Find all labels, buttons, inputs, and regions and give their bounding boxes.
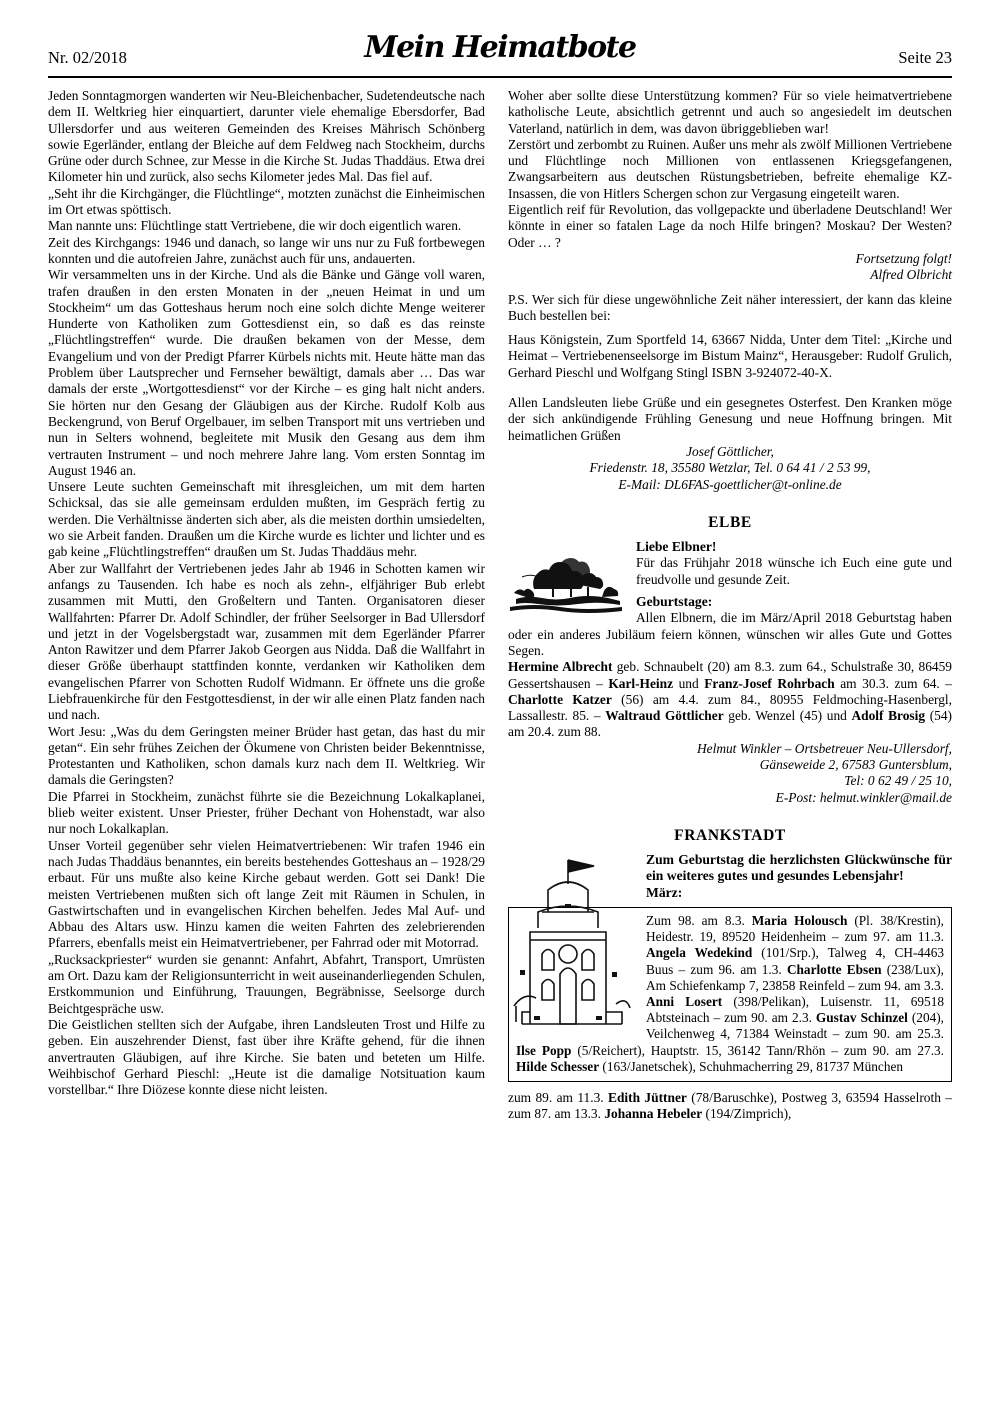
frankstadt-heading: Zum Geburtstag die herzlichsten Glückwünsche für ein weiteres gutes und gesundes Lebensjahr! (646, 852, 952, 884)
elbe-signature-address: Gänseweide 2, 67583 Guntersblum, (759, 756, 952, 772)
header-divider (48, 76, 952, 78)
frankstadt-month: März: (646, 884, 683, 900)
frankstadt-section (508, 852, 952, 1123)
greeting-signature-email: E-Mail: DL6FAS-goettlicher@t-online.de (618, 476, 842, 492)
paragraph: Aber zur Wallfahrt der Vertriebenen jedes Jahr ab 1946 in Schotten kamen wir anfangs zu Tausenden. Ich habe es noch als zehn-, elfjähriger Bub erlebt zusammen mit Mutti, den Großeltern und Tanten. Organisatoren dieser Wallfahrten: Pfarrer Dr. Adolf Schindler, der früher Seelsorger in Bad Ullersdorf und jetzt in der Vogelsbergstadt war, zusammen mit dem Egerländer Pfarrer Anton Rawitzer und dem Pfarrer Jakob Georgen aus Nidda. Daß die Wallfahrt in dieser Größe überhaupt stattfinden konnte, verdanken wir Katholiken dem evangelischen Pfarrer von Schotten Rudolf Widmann. Er öffnete uns die große Liebfrauenkirche für den Festgottesdienst, in der wir alle einen Platz fanden nach und nach. (48, 560, 485, 723)
elbe-birthday-intro: Allen Elbnern, die im März/April 2018 Geburtstag haben oder ein anderes Jubiläum feiern können, wünschen wir alles Gute und Gottes Segen. (508, 610, 952, 658)
church-illustration-icon (508, 854, 636, 1032)
paragraph: Man nannte uns: Flüchtlinge statt Vertriebene, die wir doch eigentlich waren. (48, 218, 462, 234)
article-signature-line1: Fortsetzung folgt! (855, 250, 952, 266)
page-number: Seite 23 (898, 48, 952, 67)
paragraph: „Rucksackpriester“ wurden sie genannt: Anfahrt, Abfahrt, Transport, Umrüsten am Ort. Dazu kam der Religionsunterricht in weit auseinanderliegenden Schulen, Erstkommunion und Einführung, Trauungen, Begräbnisse, Seelsorge durch Beichtgespräche usw. (48, 951, 485, 1016)
ps-book-details: Haus Königstein, Zum Sportfeld 14, 63667 Nidda, Unter dem Titel: „Kirche und Heimat – Vertriebenenseelsorge im Bistum Mainz“, Herausgeber: Rudolf Grulich, Gerhard Pieschl und Wolfgang Stingl ISBN 3-924072-40-X. (508, 332, 952, 380)
elbe-birthday-entries: Hermine Albrecht geb. Schnaubelt (20) am 8.3. zum 64., Schulstraße 30, 86459 Gessertshausen – Karl-Heinz und Franz-Josef Rohrbach am 30.3. zum 64. – Charlotte Katzer (56) am 4.4. zum 84., 80955 Feldmoching-Hasenbergl, Lassallestr. 85. – Waltraud Göttlicher geb. Wenzel (45) und Adolf Brosig (54) am 20.4. zum 88. (508, 659, 953, 740)
elbe-signature-name: Helmut Winkler – Ortsbetreuer Neu-Ullersdorf, (696, 740, 952, 756)
article-signature-line2: Alfred Olbricht (870, 267, 952, 283)
elbe-signature-email: E-Post: helmut.winkler@mail.de (775, 789, 952, 805)
greeting-paragraph: Allen Landsleuten liebe Grüße und ein gesegnetes Osterfest. Den Kranken möge der sich ankündigende Frühling Genesung und neue Hoffnung bringen. Mit heimatlichen Grüßen (508, 395, 952, 443)
frankstadt-birthday-continued: zum 89. am 11.3. Edith Jüttner (78/Baruschke), Postweg 3, 63594 Hasselroth – zum 87. am 13.3. Johanna Hebeler (194/Zimprich), (508, 1090, 952, 1122)
elbe-birthday-heading: Geburtstage: (636, 594, 713, 610)
elbe-signature-phone: Tel: 0 62 49 / 25 10, (844, 773, 952, 789)
ps-intro: P.S. Wer sich für diese ungewöhnliche Zeit näher interessiert, der kann das kleine Buch bestellen bei: (508, 291, 952, 323)
paragraph: Unsere Leute suchten Gemeinschaft mit ihresgleichen, um mit dem harten Schicksal, das sie alle gemeinsam erdulden mußten, im Gespräch fertig zu werden. Die Verhältnisse änderten sich aber, als die meisten dorthin umsiedelten, wo sie Arbeit fanden. Draußen um die Kirche wurde es lichter und lichter und es gab keine „Flüchtlingstreffen“ draußen um St. Judas Thaddäus mehr. (48, 479, 485, 560)
elbe-section (508, 539, 952, 806)
elbe-intro: Für das Frühjahr 2018 wünsche ich Euch eine gute und freudvolle und gesunde Zeit. (636, 555, 952, 587)
paragraph: „Seht ihr die Kirchgänger, die Flüchtlinge“, motzten zunächst die Einheimischen im Ort etwas spöttisch. (48, 185, 485, 218)
paragraph: Wort Jesu: „Was du dem Geringsten meiner Brüder hast getan, das hast du mir getan“. Ein sehr frühes Zeichen der Ökumene von Christen beider Bekenntnisse, Protestanten und Katholiken, schon damals kurz nach dem II. Weltkrieg. Wir damals die Geringsten? (48, 723, 485, 788)
paragraph: Zerstört und zerbombt zu Ruinen. Außer uns mehr als zwölf Millionen Vertriebene und Flüchtlinge noch Millionen von entlassenen Kriegsgefangenen, Zwangsarbeitern aus deutschen Rüstungsbetrieben, befreite ehemalige KZ-Insassen, die von Hitlers Schergen schon zur Vergasung eingeteilt waren. (508, 136, 952, 201)
landscape-illustration-icon (508, 541, 626, 617)
paragraph: Jeden Sonntagmorgen wanderten wir Neu-Bleichenbacher, Sudetendeutsche nach dem II. Weltkrieg hier einquartiert, darunter viele ehemalige Ebersdorfer, Bad Ullersdorfer und aus weiteren Gemeinden des Kreises Mährisch Schönberg sowie Egerländer, entlang der Bleiche auf dem Feldweg nach Stockheim, durchs Grüne oder durch Schnee, zur Messe in die Kirche St. Judas Thaddäus. Etwa drei Kilometer hin und zurück, also sechs Kilometer jedes Mal. Das fiel auf. (48, 88, 485, 185)
publication-logo: Mein Heimatbote (364, 30, 636, 65)
elbe-heading: Liebe Elbner! (636, 539, 717, 555)
paragraph: Die Geistlichen stellten sich der Aufgabe, ihren Landsleuten Trost und Hilfe zu geben. Ein auszehrender Dienst, fast über ihre Kräfte gehend, für die ihnen anvertrauten Gläubigen, auf ihre Kirche. Sie baten und beteten um Hilfe. Weihbischof Gerhard Pieschl: „Heute ist die damalige Notsituation kaum vorstellbar.“ Ihre Diözese konnte diese nicht leisten. (48, 1016, 485, 1098)
section-title-elbe: ELBE (708, 513, 752, 531)
masthead (48, 30, 952, 74)
frankstadt-birthday-entries: Zum 98. am 8.3. Maria Holousch (Pl. 38/Krestin), Heidestr. 19, 89520 Heidenheim – zum 97. am 11.3. Angela Wedekind (101/Srp.), Talweg 4, CH-4463 Buus – zum 96. am 1.3. Charlotte Ebsen (238/Lux), Am Schiefenkamp 7, 23858 Reinfeld – zum 94. am 3.3. Anni Losert (398/Pelikan), Luisenstr. 11, 69518 Abtsteinach – zum 90. am 2.3. Gustav Schinzel (204), Veilchenweg 4, 71384 Weinstadt – zum 90. am 25.3. Ilse Popp (5/Reichert), Hauptstr. 15, 36142 Tann/Rhön – zum 90. am 27.3. Hilde Schesser (163/Janetschek), Schuhmacherring 29, 81737 München (516, 913, 944, 1074)
paragraph: Wir versammelten uns in der Kirche. Und als die Bänke und Gänge voll waren, trafen draußen in den ersten Monaten in der „neuen Heimat in und um Stockheim“ um das Gotteshaus herum noch eine solch dichte Menge weiterer Hunderte von Katholiken zum Gottesdienst ein, so daß es das reinste „Flüchtlingstreffen“ wurde. Die draußen bekamen von der Messe, dem Evangelium und von der Predigt Pfarrer Kürbels nichts mit. Heute hätte man das Problem über Lautsprecher und Fernseher bewältigt, damals aber … Das war damals der erste „Wortgottesdienst“ vor der Kirche – es ging halt nicht anders. Sie hörten nur den Gesang der Gläubigen aus der Kirche. Rudolf Kolb aus Beckengrund, von Beruf Orgelbauer, im selben Transport mit uns vertrieben und nun in Selters wohnend, begleitete mit Musik den Gesang aus dem ihm vertrauten Instrument – und noch mehrere Jahre lang. Vom ersten Sonntag im August 1946 an. (48, 267, 485, 478)
left-column (48, 88, 485, 1098)
section-title-frankstadt: FRANKSTADT (674, 826, 786, 844)
paragraph: Zeit des Kirchgangs: 1946 und danach, so lange wir uns nur zu Fuß fortbewegen konnten und die autofreien Jahre, zunächst auch für uns, andauerten. (48, 234, 485, 266)
paragraph: Unser Vorteil gegenüber sehr vielen Heimatvertriebenen: Wir trafen 1946 ein nach Judas Thaddäus benanntes, ein bereits bestehendes Gotteshaus an – 1928/29 erbaut. Für uns mußte also keine Kirche gebaut werden. Gott sei Dank! Die meisten Vertriebenen mußten sich oft lange Zeit mit Räumen in Schulen, in Gastwirtschaften und in evangelischen Kirchen behelfen. Jedes Mal Auf- und Abbau des Altars usw. Hinzu kamen die weiten Fahrten des zelebrierenden Pfarrers, ebenfalls meist ein Heimatvertriebener, per Fahrrad oder mit Motorrad. (48, 837, 485, 951)
paragraph: Die Pfarrei in Stockheim, zunächst führte sie die Bezeichnung Lokalkaplanei, blieb weiter existent. Unser Priester, früher Dechant von Hohenstadt, war also nur noch Lokalkaplan. (48, 788, 485, 837)
greeting-signature-address: Friedenstr. 18, 35580 Wetzlar, Tel. 0 64 41 / 2 53 99, (589, 460, 871, 476)
issue-number: Nr. 02/2018 (48, 48, 127, 67)
right-column (508, 88, 952, 1123)
paragraph: Eigentlich reif für Revolution, das vollgepackte und überladene Deutschland! Wer könnte in einer so fatalen Lage da noch Hilfe bringen? Moskau? Der Westen? Oder … ? (508, 202, 952, 250)
paragraph: Woher aber sollte diese Unterstützung kommen? Für so viele heimatvertriebene katholische Leute, absichtlich getrennt und auch so angesiedelt im deutschen Vaterland, natürlich in dem, was davon übriggeblieben war! (508, 88, 952, 136)
greeting-signature-name: Josef Göttlicher, (686, 443, 774, 459)
